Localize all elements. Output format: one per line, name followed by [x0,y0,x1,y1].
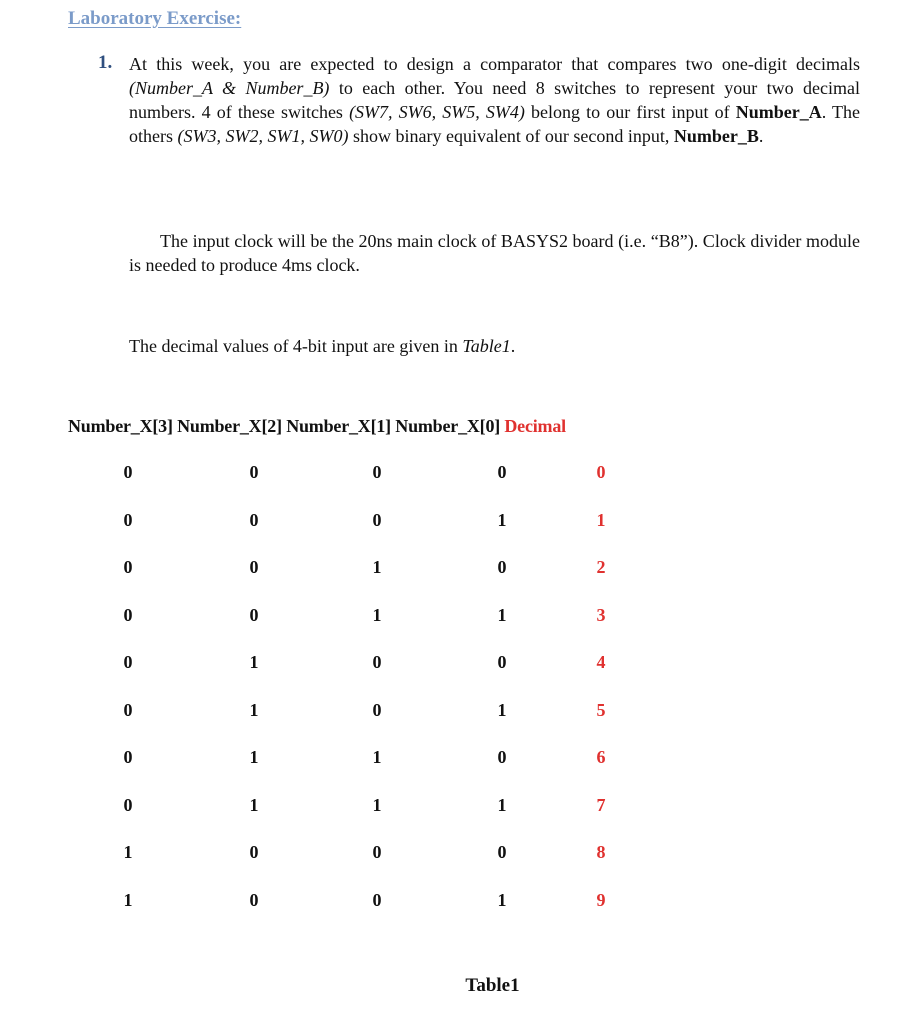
bit-cell: 0 [372,890,382,910]
item-text-part: (SW3, SW2, SW1, SW0) [177,126,349,146]
bit-cell: 0 [249,605,259,625]
table-row [0,462,899,486]
item-text-part: (Number_A & Number_B) [129,78,330,98]
table-intro-end: . [510,336,516,356]
item-text-part: belong to our first input of [524,102,736,122]
bit-cell: 0 [123,557,133,577]
exercise-item-1 [98,52,860,148]
bit-cell: 0 [372,842,382,862]
bit-cell: 0 [123,795,133,815]
bit-cell: 0 [123,462,133,482]
bit-cell: 1 [372,747,382,767]
table-header-cell: Number_X[3] [68,416,173,436]
bit-cell: 0 [123,700,133,720]
table-row [0,795,899,819]
clock-paragraph: The input clock will be the 20ns main clock of BASYS2 board (i.e. “B8”). Clock divider module is needed to produce 4ms clock. [129,231,860,275]
bit-cell: 1 [249,795,259,815]
table-header-row [68,416,566,437]
table-header-cell-decimal: Decimal [504,416,566,436]
bit-cell: 0 [249,557,259,577]
bit-cell: 0 [497,462,507,482]
bit-cell: 0 [497,652,507,672]
bit-cell: 0 [249,510,259,530]
bit-cell: 1 [249,747,259,767]
bit-cell: 1 [497,510,507,530]
table-header-cell: Number_X[1] [286,416,391,436]
decimal-cell: 8 [596,842,606,862]
item-text-part: . [758,126,764,146]
table-header-cell: Number_X[0] [395,416,501,436]
bit-cell: 1 [249,652,259,672]
item-text-part: to each other. You need 8 switches to represent your two decimal numbers. 4 of these switches [129,78,860,122]
decimal-cell: 4 [596,652,606,672]
bit-cell: 0 [249,890,259,910]
decimal-cell: 1 [596,510,606,530]
bit-cell: 0 [372,700,382,720]
bit-cell: 0 [249,462,259,482]
bit-cell: 0 [497,842,507,862]
decimal-cell: 3 [596,605,606,625]
exercise-heading: Laboratory Exercise: [68,8,242,29]
bit-cell: 0 [123,747,133,767]
item-text-part: At this week, you are expected to design a comparator that compares two one-digit decimals [129,54,860,74]
bit-cell: 1 [249,700,259,720]
bit-cell: 0 [123,510,133,530]
table-row [0,700,899,724]
table-intro-paragraph [129,334,515,358]
item-text-part: show binary equivalent of our second input, [348,126,674,146]
bit-cell: 1 [497,605,507,625]
bit-cell: 1 [372,557,382,577]
bit-cell: 0 [497,747,507,767]
bit-cell: 0 [123,605,133,625]
bit-cell: 0 [249,842,259,862]
bit-cell: 0 [497,557,507,577]
table-intro-text: The decimal values of 4-bit input are given in [129,336,463,356]
item-text-part: (SW7, SW6, SW5, SW4) [349,102,525,122]
table-caption: Table1 [465,975,520,996]
table-reference: Table1 [462,336,511,356]
bit-cell: 1 [497,795,507,815]
bit-cell: 1 [497,700,507,720]
bit-cell: 0 [372,462,382,482]
bit-cell: 1 [123,842,133,862]
bit-cell: 1 [372,605,382,625]
table-row [0,842,899,866]
decimal-cell: 7 [596,795,606,815]
decimal-cell: 2 [596,557,606,577]
decimal-cell: 6 [596,747,606,767]
bit-cell: 0 [123,652,133,672]
table-row [0,557,899,581]
decimal-cell: 9 [596,890,606,910]
bit-cell: 1 [123,890,133,910]
table-header-cell: Number_X[2] [177,416,282,436]
decimal-cell: 5 [596,700,606,720]
decimal-cell: 0 [596,462,606,482]
bit-cell: 1 [497,890,507,910]
bit-cell: 1 [372,795,382,815]
item-text-part: Number_A [735,102,822,122]
table-row [0,510,899,534]
table-row [0,890,899,914]
table-row [0,747,899,771]
table-row [0,605,899,629]
bit-cell: 0 [372,652,382,672]
item-text-part: . The others [129,102,860,146]
bit-cell: 0 [372,510,382,530]
table-row [0,652,899,676]
item-text-part: Number_B [673,126,759,146]
item-number: 1. [98,52,113,73]
item-text [129,52,860,148]
